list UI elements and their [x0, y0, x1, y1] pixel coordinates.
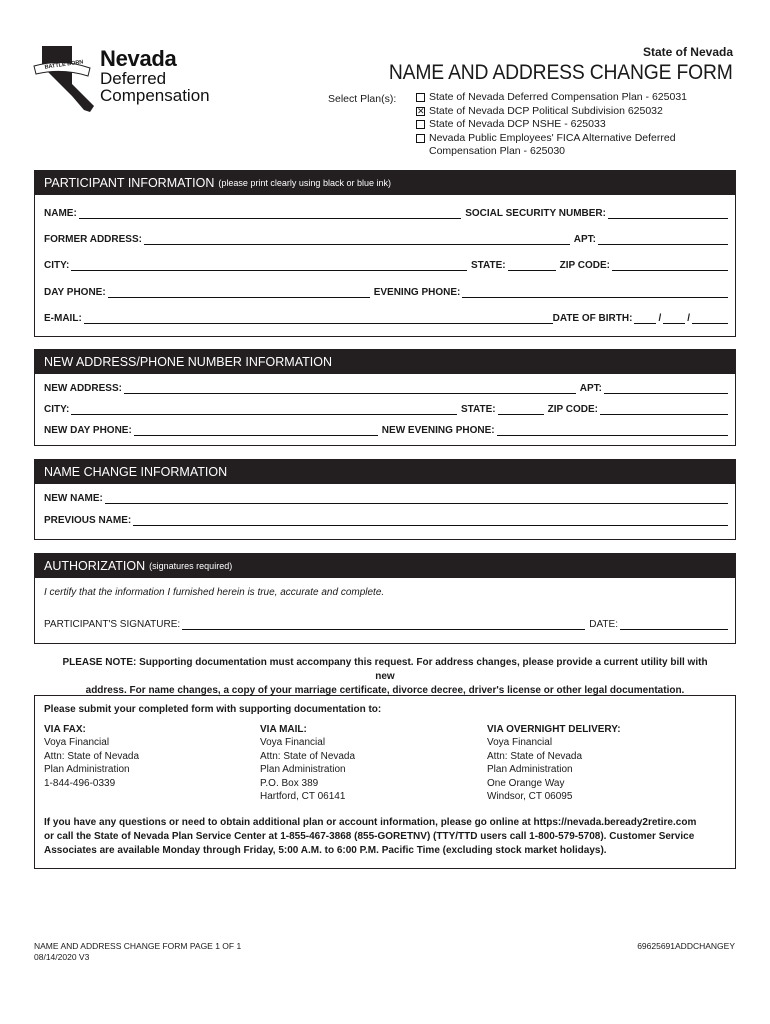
- plan-label-continued: Compensation Plan - 625030: [429, 145, 566, 158]
- new-evening-phone-field[interactable]: [497, 426, 728, 436]
- plan-checklist: [416, 91, 716, 159]
- new-zip-label: ZIP CODE:: [547, 404, 598, 415]
- previous-name-field[interactable]: [133, 516, 728, 526]
- plan-option-625031[interactable]: [416, 91, 716, 105]
- new-address-field[interactable]: [124, 384, 576, 394]
- new-apt-field[interactable]: [604, 384, 728, 394]
- info-line: If you have any questions or need to obtain additional plan or account information, please go online at https://nevada.beready2retire.com: [44, 817, 697, 828]
- new-city-row: [44, 403, 728, 415]
- dob-slash: /: [687, 313, 690, 324]
- note-line: address. For name changes, a copy of your marriage certificate, divorce decree, driver's license or other legal documentation.: [85, 685, 685, 696]
- apt-label: APT:: [573, 234, 596, 245]
- plan-label: Nevada Public Employees' FICA Alternative Deferred: [429, 131, 676, 144]
- previous-name-row: [44, 514, 728, 526]
- date-label: DATE:: [589, 619, 618, 630]
- via-mail: [260, 723, 355, 803]
- logo-deferred: Deferred: [100, 69, 167, 88]
- nevada-state-icon: [32, 44, 98, 114]
- form-code: 69625691ADDCHANGEY: [637, 941, 735, 951]
- new-name-field[interactable]: [105, 494, 728, 504]
- state-field[interactable]: [508, 261, 556, 271]
- evening-phone-field[interactable]: [462, 288, 728, 298]
- dob-label: DATE OF BIRTH:: [552, 313, 633, 324]
- new-city-field[interactable]: [71, 405, 457, 415]
- checkbox-checked[interactable]: [416, 107, 425, 116]
- address-line: Voya Financial: [44, 737, 110, 749]
- address-line: Voya Financial: [487, 737, 553, 749]
- signature-row: [44, 618, 728, 630]
- address-line: Hartford, CT 06141: [260, 791, 346, 803]
- address-line: Plan Administration: [487, 764, 573, 776]
- phone-row: [44, 286, 728, 298]
- evening-phone-label: EVENING PHONE:: [373, 287, 461, 298]
- seal-text: BATTLE BORN: [44, 59, 84, 71]
- plan-option-625032[interactable]: [416, 105, 716, 119]
- via-fax-title: VIA FAX:: [44, 724, 86, 735]
- former-address-row: [44, 233, 728, 245]
- via-fax: [44, 723, 139, 790]
- note-line: PLEASE NOTE: Supporting documentation must accompany this request. For address changes, please provide a current utility bill with new: [62, 657, 708, 682]
- state-label: State of Nevada: [642, 45, 733, 59]
- new-address-section-header: [34, 349, 736, 374]
- new-evening-phone-label: NEW EVENING PHONE:: [381, 425, 495, 436]
- previous-name-label: PREVIOUS NAME:: [44, 515, 132, 526]
- email-row: [44, 312, 728, 324]
- address-line: Plan Administration: [44, 764, 130, 776]
- version: 08/14/2020 V3: [34, 952, 90, 962]
- address-line: Voya Financial: [260, 737, 326, 749]
- dob-slash: /: [658, 313, 662, 324]
- name-field[interactable]: [79, 209, 461, 219]
- section-subtitle: (please print clearly using black or blue ink): [218, 177, 391, 188]
- certification-text: I certify that the information I furnished herein is true, accurate and complete.: [44, 587, 385, 598]
- address-line: Plan Administration: [260, 764, 346, 776]
- date-field[interactable]: [620, 620, 728, 630]
- checkbox[interactable]: [416, 120, 425, 129]
- address-line: P.O. Box 389: [260, 777, 319, 789]
- new-day-phone-label: NEW DAY PHONE:: [44, 425, 132, 436]
- name-label: NAME:: [44, 208, 77, 219]
- name-change-section-header: [34, 459, 736, 484]
- ssn-field[interactable]: [608, 209, 728, 219]
- city-field[interactable]: [71, 261, 467, 271]
- contact-info: [44, 816, 724, 858]
- address-line: One Orange Way: [487, 777, 565, 789]
- via-overnight-title: VIA OVERNIGHT DELIVERY:: [487, 724, 621, 735]
- dob-year-field[interactable]: [692, 314, 728, 324]
- zip-field[interactable]: [612, 261, 728, 271]
- please-note: [60, 656, 710, 698]
- signature-field[interactable]: [182, 620, 585, 630]
- new-state-label: STATE:: [460, 404, 496, 415]
- plan-label: State of Nevada Deferred Compensation Plan - 625031: [429, 91, 687, 103]
- plan-label: State of Nevada DCP NSHE - 625033: [429, 118, 606, 131]
- new-zip-field[interactable]: [600, 405, 728, 415]
- section-subtitle: (signatures required): [149, 560, 233, 571]
- state-label: STATE:: [470, 260, 506, 271]
- plan-option-625030[interactable]: [416, 132, 716, 146]
- participant-section-header: [34, 170, 736, 195]
- new-apt-label: APT:: [579, 383, 602, 394]
- email-field[interactable]: [84, 314, 553, 324]
- info-line: or call the State of Nevada Plan Service Center at 1-855-467-3868 (855-GORETNV) (TTY/TTD users call 1-800-579-5708). Customer Service: [44, 831, 695, 842]
- former-address-label: FORMER ADDRESS:: [44, 234, 142, 245]
- submit-heading: Please submit your completed form with supporting documentation to:: [44, 704, 382, 715]
- apt-field[interactable]: [598, 235, 728, 245]
- dob-day-field[interactable]: [663, 314, 685, 324]
- new-phone-row: [44, 424, 728, 436]
- plan-option-625033[interactable]: [416, 118, 716, 132]
- new-name-label: NEW NAME:: [44, 493, 103, 504]
- day-phone-field[interactable]: [108, 288, 370, 298]
- zip-label: ZIP CODE:: [559, 260, 610, 271]
- new-city-label: CITY:: [44, 404, 70, 415]
- new-address-label: NEW ADDRESS:: [44, 383, 122, 394]
- logo-nevada: Nevada: [100, 46, 177, 71]
- email-label: E-MAIL:: [44, 313, 82, 324]
- city-row: [44, 259, 728, 271]
- via-mail-title: VIA MAIL:: [260, 724, 307, 735]
- section-title: PARTICIPANT INFORMATION: [44, 175, 215, 190]
- city-label: CITY:: [44, 260, 70, 271]
- fax-number: 1-844-496-0339: [44, 777, 116, 789]
- section-title: NAME CHANGE INFORMATION: [44, 464, 228, 479]
- logo-compensation: Compensation: [100, 86, 210, 105]
- ssn-label: SOCIAL SECURITY NUMBER:: [465, 208, 606, 219]
- via-overnight: [487, 723, 621, 803]
- name-row: [44, 207, 728, 219]
- page-number: NAME AND ADDRESS CHANGE FORM PAGE 1 OF 1: [34, 941, 242, 951]
- section-title: NEW ADDRESS/PHONE NUMBER INFORMATION: [44, 354, 332, 369]
- authorization-section-header: [34, 553, 736, 578]
- new-name-row: [44, 492, 728, 504]
- address-line: Attn: State of Nevada: [44, 750, 140, 762]
- checkbox[interactable]: [416, 93, 425, 102]
- address-line: Attn: State of Nevada: [260, 750, 356, 762]
- plan-label: State of Nevada DCP Political Subdivision 625032: [429, 104, 663, 117]
- new-state-field[interactable]: [498, 405, 544, 415]
- new-day-phone-field[interactable]: [134, 426, 378, 436]
- new-address-row: [44, 382, 728, 394]
- form-title: NAME AND ADDRESS CHANGE FORM: [389, 61, 733, 84]
- checkbox[interactable]: [416, 134, 425, 143]
- day-phone-label: DAY PHONE:: [44, 287, 106, 298]
- address-line: Attn: State of Nevada: [487, 750, 583, 762]
- info-line: Associates are available Monday through Friday, 5:00 A.M. to 6:00 P.M. Pacific Time (excluding stock market holidays).: [44, 845, 607, 856]
- address-line: Windsor, CT 06095: [487, 791, 573, 803]
- nevada-deferred-compensation-logo: [32, 44, 232, 114]
- section-title: AUTHORIZATION: [44, 558, 146, 573]
- select-plans-label: Select Plan(s):: [328, 93, 397, 105]
- former-address-field[interactable]: [144, 235, 570, 245]
- signature-label: PARTICIPANT'S SIGNATURE:: [44, 619, 181, 630]
- dob-month-field[interactable]: [634, 314, 656, 324]
- footer-left: [34, 941, 241, 963]
